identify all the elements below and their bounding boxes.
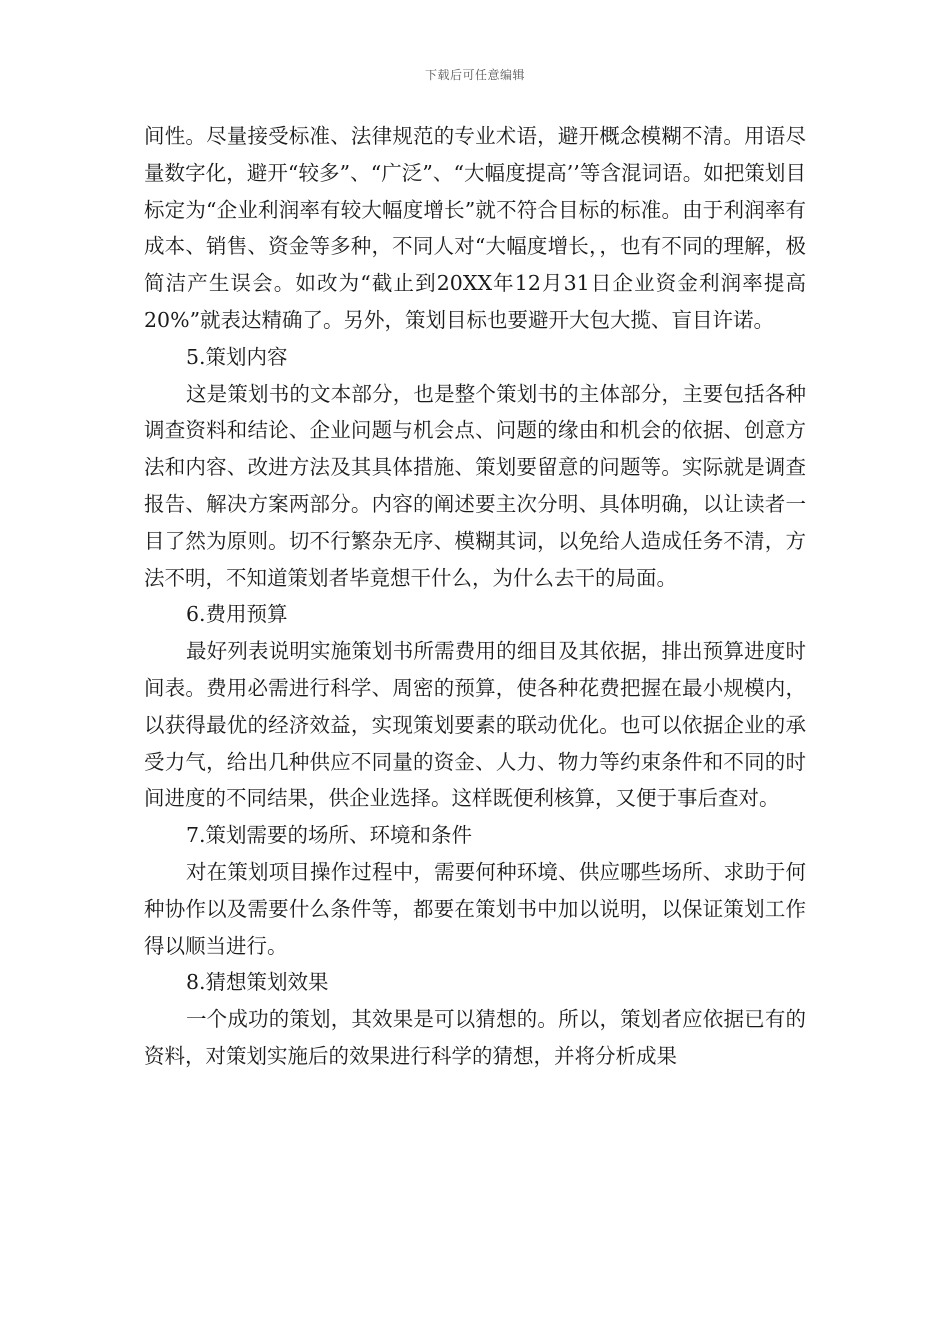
paragraph-objective-continued: 间性。尽量接受标准、法律规范的专业术语，避开概念模糊不清。用语尽量数字化，避开“较多”、“广泛”、“大幅度提高’’等含混词语。如把策划目标定为“企业利润率有较大幅度增长”就不符合目标的标准。由于利润率有成本、销售、资金等多种，不同人对“大幅度增长，，也有不同的理解，极简洁产生误会。如改为“截止到20XX年12月31日企业资金利润率提高20%”就表达精确了。另外，策划目标也要避开大包大揽、盲目许诺。	[144, 124, 806, 332]
section-heading-content: 5.策划内容	[186, 344, 288, 369]
page-header: 下载后可任意编辑	[424, 68, 525, 82]
section-heading-venue: 7.策划需要的场所、环境和条件	[186, 823, 473, 848]
paragraph-content: 这是策划书的文本部分，也是整个策划书的主体部分，主要包括各种调查资料和结论、企业问题与机会点、问题的缘由和机会的依据、创意方法和内容、改进方法及其具体措施、策划要留意的问题等。实际就是调查报告、解决方案两部分。内容的阐述要主次分明、具体明确，以让读者一目了然为原则。切不行繁杂无序、模糊其词，以免给人造成任务不清，方法不明，不知道策划者毕竟想干什么，为什么去干的局面。	[144, 381, 806, 590]
section-heading-effect: 8.猜想策划效果	[186, 970, 329, 995]
paragraph-venue: 对在策划项目操作过程中，需要何种环境、供应哪些场所、求助于何种协作以及需要什么条件等，都要在策划书中加以说明，以保证策划工作得以顺当进行。	[144, 859, 806, 958]
section-heading-budget: 6.费用预算	[186, 602, 288, 627]
paragraph-effect: 一个成功的策划，其效果是可以猜想的。所以，策划者应依据已有的资料，对策划实施后的效果进行科学的猜想，并将分析成果	[144, 1007, 806, 1068]
paragraph-budget: 最好列表说明实施策划书所需费用的细目及其依据，排出预算进度时间表。费用必需进行科学、周密的预算，使各种花费把握在最小规模内，以获得最优的经济效益，实现策划要素的联动优化。也可以依据企业的承受力气，给出几种供应不同量的资金、人力、物力等约束条件和不同的时间进度的不同结果，供企业选择。这样既便利核算，又便于事后查对。	[144, 639, 806, 811]
document-body	[144, 118, 806, 1075]
